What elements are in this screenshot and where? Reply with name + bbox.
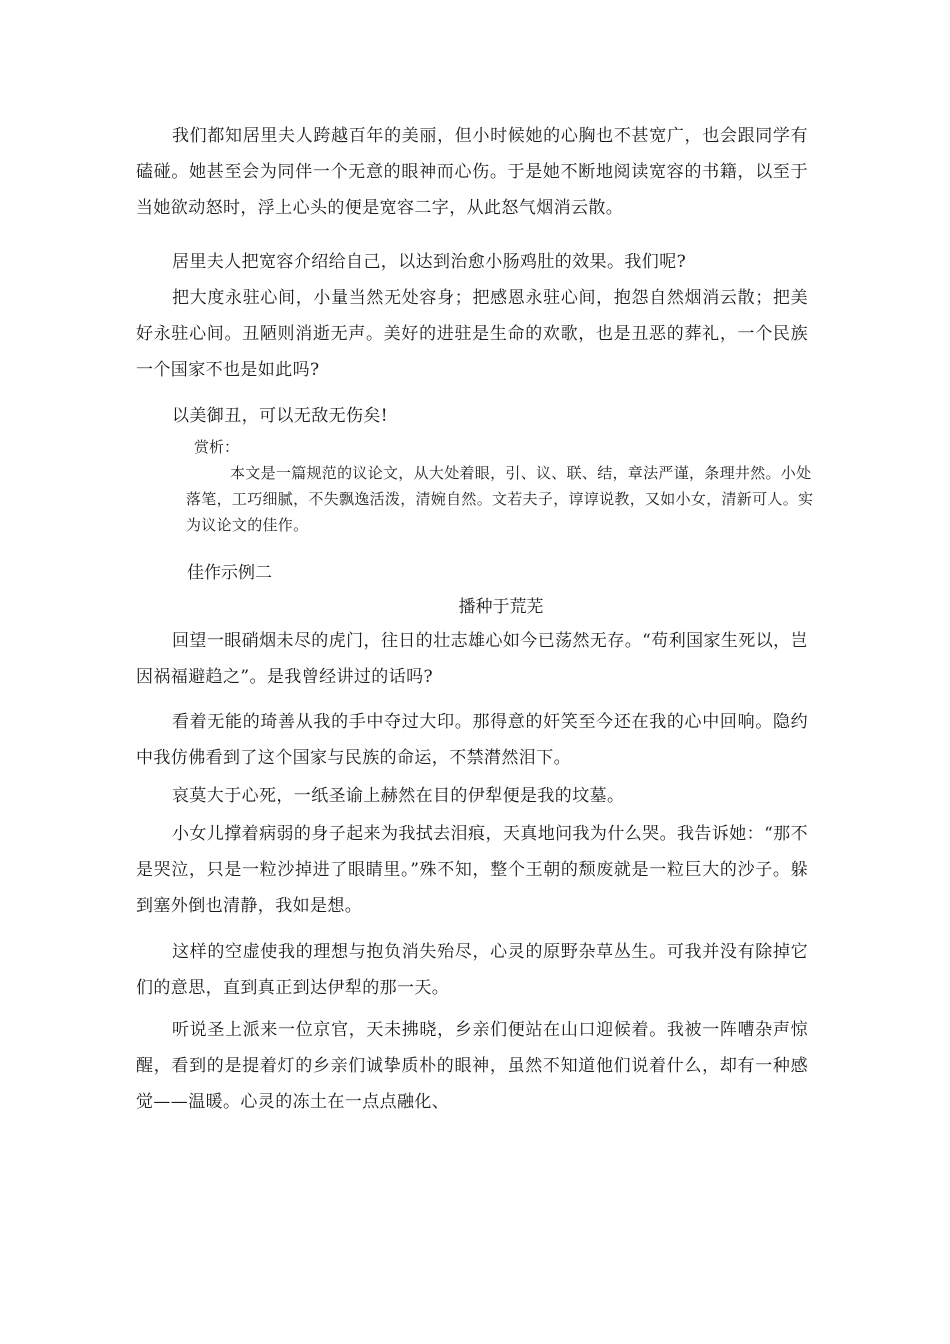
example-label: 佳作示例二 (187, 563, 272, 583)
essay-paragraph-daughter: 小女儿撑着病弱的身子起来为我拭去泪痕，天真地问我为什么哭。我告诉她：“那不是哭泣，只是一粒沙掉进了眼睛里。”殊不知，整个王朝的颓废就是一粒巨大的沙子。躲到塞外倒也清静，我如是想。 (136, 824, 808, 916)
essay-paragraph-humen: 回望一眼硝烟未尽的虎门，往日的壮志雄心如今已荡然无存。“苟利国家生死以，岂因祸福避趋之”。是我曾经讲过的话吗? (136, 631, 808, 687)
essay-title: 播种于荒芜 (458, 597, 544, 617)
paragraph-curie-tolerance: 居里夫人把宽容介绍给自己，以达到治愈小肠鸡肚的效果。我们呢? (172, 252, 687, 272)
paragraph-conclusion: 以美御丑，可以无敌无伤矣! (172, 406, 389, 426)
paragraph-virtues: 把大度永驻心间，小量当然无处容身；把感恩永驻心间，抱怨自然烟消云散；把美好永驻心间。丑陋则消逝无声。美好的进驻是生命的欢歌，也是丑恶的葬礼，一个民族一个国家不也是如此吗? (136, 288, 808, 380)
essay-paragraph-emptiness: 这样的空虚使我的理想与抱负消失殆尽，心灵的原野杂草丛生。可我并没有除掉它们的意思，直到真正到达伊犁的那一天。 (136, 942, 808, 998)
essay-paragraph-villagers: 听说圣上派来一位京官，天未拂晓，乡亲们便站在山口迎候着。我被一阵嘈杂声惊醒，看到的是提着灯的乡亲们诚挚质朴的眼神，虽然不知道他们说着什么，却有一种感觉——温暖。心灵的冻土在一点点融化、 (136, 1020, 808, 1112)
essay-paragraph-seal: 看着无能的琦善从我的手中夺过大印。那得意的奸笑至今还在我的心中回响。隐约中我仿佛看到了这个国家与民族的命运，不禁潸然泪下。 (136, 712, 808, 768)
paragraph-curie-childhood: 我们都知居里夫人跨越百年的美丽，但小时候她的心胸也不甚宽广，也会跟同学有磕碰。她甚至会为同伴一个无意的眼神而心伤。于是她不断地阅读宽容的书籍，以至于当她欲动怒时，浮上心头的便是宽容二字，从此怒气烟消云散。 (136, 126, 808, 218)
essay-paragraph-yili: 哀莫大于心死，一纸圣谕上赫然在目的伊犁便是我的坟墓。 (172, 786, 625, 806)
appreciation-box (186, 434, 826, 538)
appreciation-title: 赏析： (194, 438, 240, 456)
appreciation-body: 本文是一篇规范的议论文，从大处着眼，引、议、联、结，章法严谨，条理井然。小处落笔，工巧细腻，不失飘逸活泼，清婉自然。文若夫子，谆谆说教，又如小女，清新可人。实为议论文的佳作。 (186, 464, 814, 534)
